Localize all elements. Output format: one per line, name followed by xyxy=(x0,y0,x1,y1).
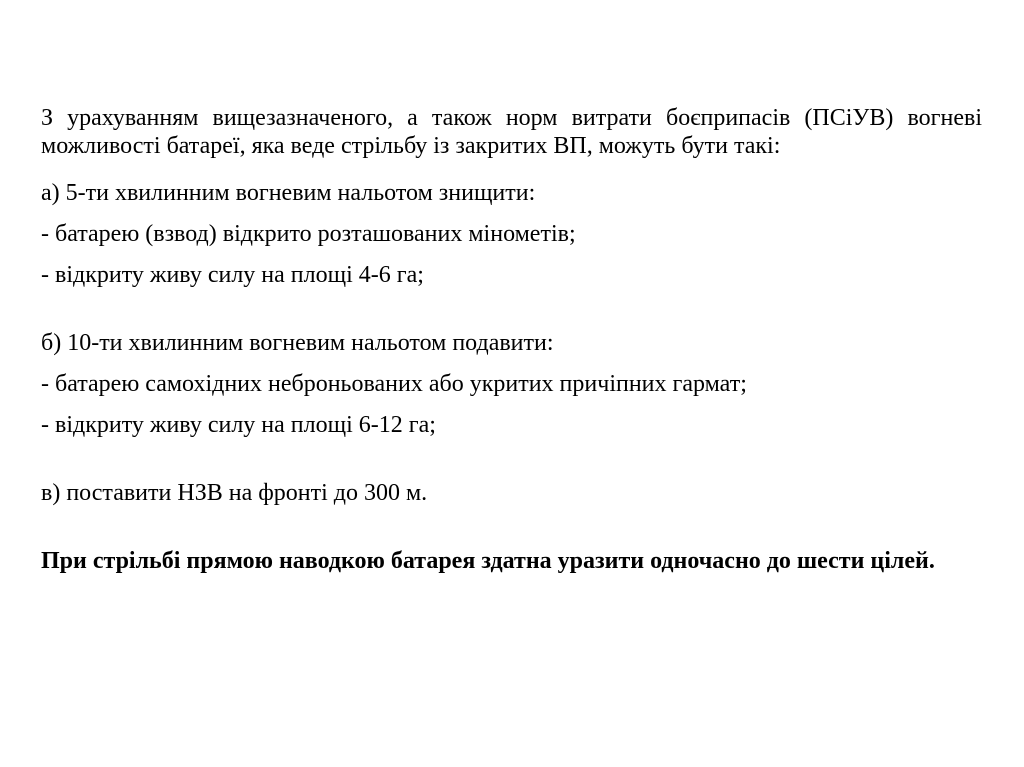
intro-paragraph: З урахуванням вищезазначеного, а також норм витрати боєприпасів (ПСіУВ) вогневі можливості батареї, яка веде стрільбу із закритих ВП, можуть бути такі: xyxy=(41,105,982,159)
section-a-item-1: - батарею (взвод) відкрито розташованих мінометів; xyxy=(41,221,576,247)
section-b-heading: б) 10-ти хвилинним вогневим нальотом подавити: xyxy=(41,330,554,356)
section-b-item-1: - батарею самохідних неброньованих або укритих причіпних гармат; xyxy=(41,371,747,397)
section-a-heading: а) 5-ти хвилинним вогневим нальотом знищити: xyxy=(41,180,536,206)
slide-content xyxy=(41,104,982,575)
section-b-item-2: - відкриту живу силу на площі 6-12 га; xyxy=(41,412,436,438)
conclusion-paragraph: При стрільбі прямою наводкою батарея здатна уразити одночасно до шести цілей. xyxy=(41,548,935,574)
section-c-heading: в) поставити НЗВ на фронті до 300 м. xyxy=(41,480,428,506)
section-a-item-2: - відкриту живу силу на площі 4-6 га; xyxy=(41,262,424,288)
